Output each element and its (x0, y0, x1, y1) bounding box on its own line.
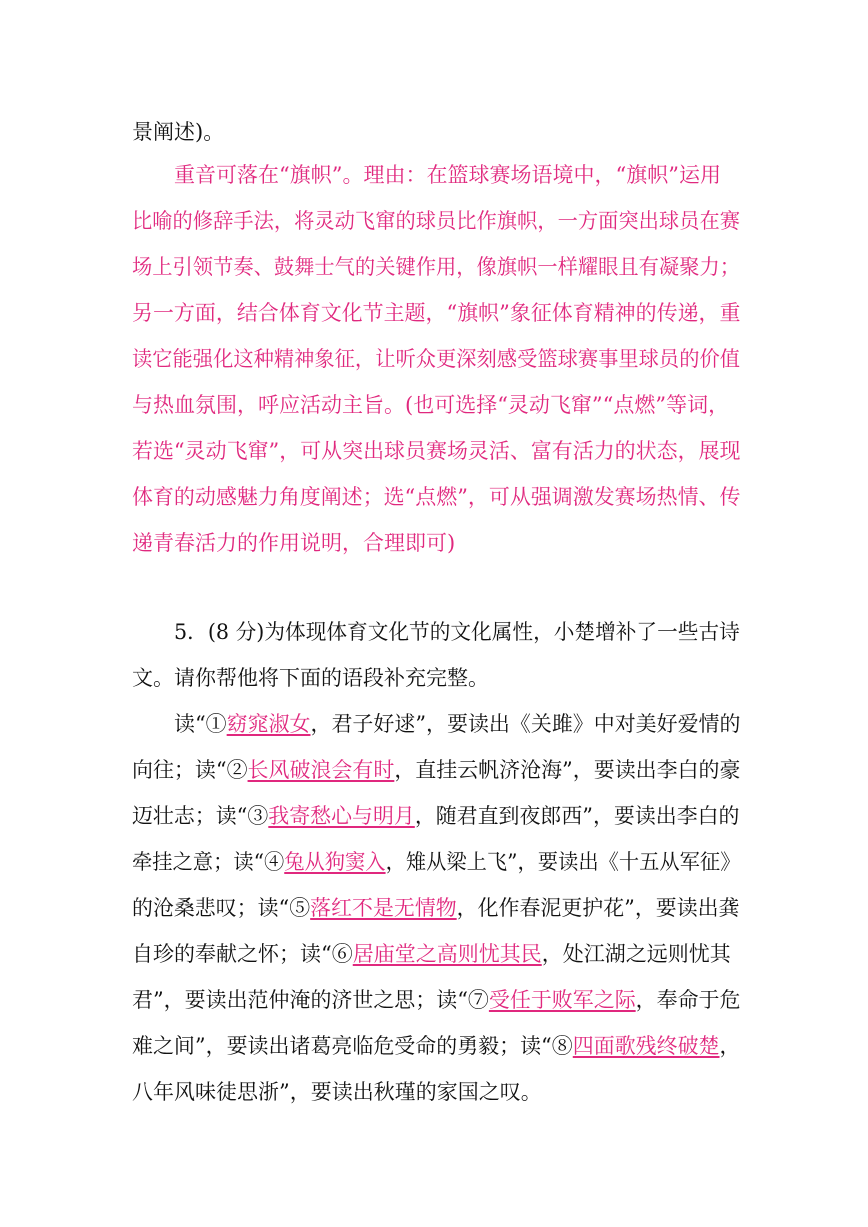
text-segment: 君”，要读出范仲淹的济世之思；读“⑦ (132, 988, 489, 1012)
question-5 (132, 609, 740, 701)
text-line: 体育的动感魅力角度阐述；选“点燃”，可从强调激发赛场热情、传 (132, 485, 741, 509)
text-line: 5．(8 分)为体现体育文化节的文化属性，小楚增补了一些古诗 (174, 620, 740, 644)
answer-blank: 窈窕淑女 (226, 712, 311, 736)
text-segment: 牵挂之意；读“④ (132, 850, 285, 874)
answer-blank: 四面歌残终破楚 (572, 1034, 720, 1058)
answer-paragraph (132, 152, 740, 566)
text-line: 文。请你帮他将下面的语段补充完整。 (132, 666, 489, 690)
text-segment: 自珍的奉献之怀；读“⑥ (132, 942, 353, 966)
text-line: 递青春活力的作用说明，合理即可) (132, 531, 456, 555)
text-line (132, 839, 740, 885)
paragraph-tail (132, 109, 740, 155)
text-segment: ，君子好逑”，要读出《关雎》中对美好爱情的 (310, 712, 741, 736)
text-segment: 难之间”，要读出诸葛亮临危受命的勇毅；读“⑧ (132, 1034, 573, 1058)
text-line (132, 747, 740, 793)
answer-blank: 落红不是无情物 (310, 896, 457, 920)
text-line: 与热血氛围，呼应活动主旨。(也可选择“灵动飞窜”“点燃”等词， (132, 393, 730, 417)
text-line: 比喻的修辞手法，将灵动飞窜的球员比作旗帜，一方面突出球员在赛 (132, 209, 740, 233)
poem-paragraph (132, 701, 740, 1115)
answer-blank: 长风破浪会有时 (247, 758, 395, 782)
text-line: 重音可落在“旗帜”。理由：在篮球赛场语境中，“旗帜”运用 (174, 163, 721, 187)
text-line: 八年风味徒思浙”，要读出秋瑾的家国之叹。 (132, 1080, 542, 1104)
text-line (132, 793, 740, 839)
text-line (132, 931, 740, 977)
text-line (132, 885, 740, 931)
text-segment: ，处江湖之远则忧其 (541, 942, 731, 966)
text-segment: ，随君直到夜郎西”，要读出李白的 (414, 804, 740, 828)
text-line: 景阐述)。 (132, 120, 225, 144)
text-line (132, 1023, 740, 1069)
text-line (132, 701, 740, 747)
text-segment: ，雉从梁上飞”，要读出《十五从军征》 (385, 850, 741, 874)
text-segment: ， (719, 1034, 741, 1058)
text-segment: 读“① (174, 712, 227, 736)
text-segment: 的沧桑悲叹；读“⑤ (132, 896, 311, 920)
answer-blank: 受任于败军之际 (488, 988, 636, 1012)
text-line: 另一方面，结合体育文化节主题，“旗帜”象征体育精神的传递，重 (132, 301, 741, 325)
text-segment: 向往；读“② (132, 758, 248, 782)
text-segment: 迈壮志；读“③ (132, 804, 269, 828)
text-segment: ，直挂云帆济沧海”，要读出李白的豪 (394, 758, 741, 782)
text-segment: ，化作春泥更护花”，要读出龚 (456, 896, 740, 920)
text-line: 场上引领节奏、鼓舞士气的关键作用，像旗帜一样耀眼且有凝聚力； (132, 255, 740, 279)
answer-blank: 兔从狗窦入 (284, 850, 386, 874)
text-line: 读它能强化这种精神象征，让听众更深刻感受篮球赛事里球员的价值 (132, 347, 740, 371)
answer-blank: 居庙堂之高则忧其民 (352, 942, 542, 966)
text-line: 若选“灵动飞窜”，可从突出球员赛场灵活、富有活力的状态，展现 (132, 439, 741, 463)
text-line (132, 977, 740, 1023)
answer-blank: 我寄愁心与明月 (268, 804, 415, 828)
text-segment: ，奉命于危 (635, 988, 741, 1012)
